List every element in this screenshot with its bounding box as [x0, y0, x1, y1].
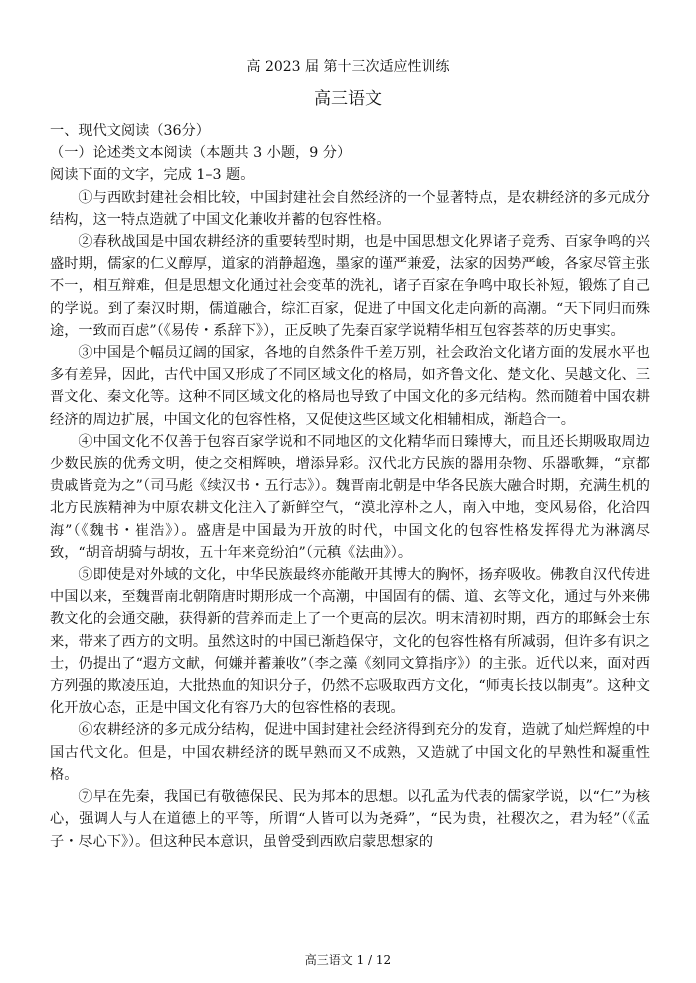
paragraph-1: ①与西欧封建社会相比较，中国封建社会自然经济的一个显著特点，是农耕经济的多元成分结构，这一特点造就了中国文化兼收并蓄的包容性格。	[50, 189, 650, 228]
document-body	[50, 120, 650, 853]
paragraph-4: ④中国文化不仅善于包容百家学说和不同地区的文化精华而日臻博大，而且还长期吸取周边少数民族的优秀文明，使之交相辉映，增添异彩。汉代北方民族的器用杂物、乐器歌舞，“京都贵戚皆竞为之”（司马彪《续汉书・五行志》）。魏晋南北朝是中华各民族大融合时期，充满生机的北方民族精神为中原农耕文化注入了新鲜空气，“漠北淳朴之人，南入中地，变风易俗，化洽四海”（《魏书・崔浩》）。盛唐是中国最为开放的时代，中国文化的包容性格发挥得尤为淋漓尽致，“胡音胡骑与胡妆，五十年来竞纷泊”（元稹《法曲》）。	[50, 433, 650, 561]
paragraph-7: ⑦早在先秦，我国已有敬德保民、民为邦本的思想。以孔孟为代表的儒家学说，以“仁”为核心，强调人与人在道德上的平等，所谓“人皆可以为尧舜”，“民为贵，社稷次之，君为轻”（《孟子・尽心下》）。但这种民本意识，虽曾受到西欧启蒙思想家的	[50, 789, 650, 850]
subsection-heading: （一）论述类文本阅读（本题共 3 小题，9 分）	[50, 145, 352, 162]
reading-instruction: 阅读下面的文字，完成 1–3 题。	[50, 167, 255, 184]
section-heading: 一、现代文阅读（36分）	[50, 123, 210, 139]
paragraph-6: ⑥农耕经济的多元成分结构，促进中国封建社会经济得到充分的发育，造就了灿烂辉煌的中国古代文化。但是，中国农耕经济的既早熟而又不成熟，又造就了中国文化的早熟性和凝重性格。	[50, 722, 650, 783]
paragraph-5: ⑤即使是对外域的文化，中华民族最终亦能敞开其博大的胸怀，扬弃吸收。佛教自汉代传进中国以来，至魏晋南北朝隋唐时期形成一个高潮，中国固有的儒、道、玄等文化，通过与外来佛教文化的会通交融，获得新的营养而走上了一个更高的层次。明末清初时期，西方的耶稣会士东来，带来了西方的文明。虽然这时的中国已渐趋保守，文化的包容性格有所减弱，但许多有识之士，仍提出了“遐方文献，何嫌并蓄兼收”（李之藻《刻同文算指序》）的主张。近代以来，面对西方列强的欺凌压迫，大批热血的知识分子，仍然不忘吸取西方文化，“师夷长技以制夷”。这种文化开放心态，正是中国文化有容乃大的包容性格的表现。	[50, 567, 650, 717]
page-footer: 高三语文 1 / 12	[304, 953, 392, 967]
exam-header: 高 2023 届 第十三次适应性训练	[246, 59, 450, 75]
paragraph-3: ③中国是个幅员辽阔的国家，各地的自然条件千差万别，社会政治文化诸方面的发展水平也多有差异，因此，古代中国又形成了不同区域文化的格局，如齐鲁文化、楚文化、吴越文化、三晋文化、秦文化等。这种不同区域文化的格局也导致了中国文化的多元结构。然而随着中国农耕经济的周边扩展，中国文化的包容性格，又促使这些区域文化相辅相成，渐趋合一。	[50, 345, 650, 428]
page-title: 高三语文	[314, 89, 382, 109]
paragraph-2: ②春秋战国是中国农耕经济的重要转型时期，也是中国思想文化界诸子竞秀、百家争鸣的兴盛时期，儒家的仁义醇厚，道家的消静超逸，墨家的谨严兼爱，法家的因势严峻，各家尽管主张不一，相互辩难，但是思想文化通过社会变革的洗礼，诸子百家在争鸣中取长补短，锻炼了自己的学说。到了秦汉时期，儒道融合，综汇百家，促进了中国文化走向新的高潮。“天下同归而殊途，一致而百虑”（《易传・系辞下》），正反映了先秦百家学说精华相互包容荟萃的历史事实。	[50, 234, 650, 339]
